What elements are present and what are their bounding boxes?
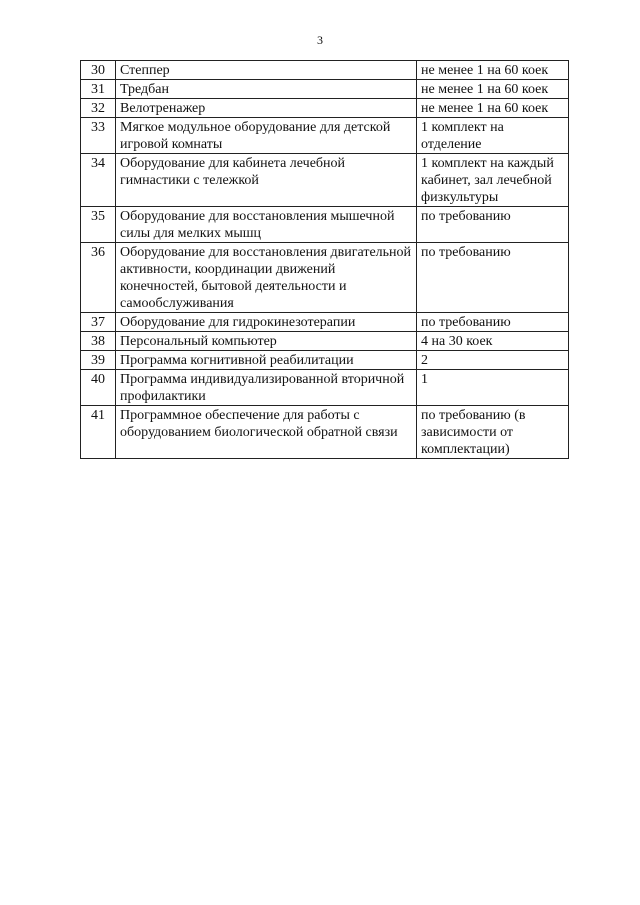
equipment-name: Оборудование для восстановления мышечной силы для мелких мышц — [116, 207, 417, 243]
table-row — [81, 154, 569, 207]
equipment-quantity: не менее 1 на 60 коек — [417, 80, 569, 99]
equipment-quantity: 1 — [417, 370, 569, 406]
equipment-name: Оборудование для восстановления двигательной активности, координации движений конечностей, бытовой деятельности и самообслуживания — [116, 243, 417, 313]
row-number: 31 — [81, 80, 116, 99]
table-row — [81, 332, 569, 351]
row-number: 40 — [81, 370, 116, 406]
equipment-quantity: не менее 1 на 60 коек — [417, 99, 569, 118]
equipment-quantity: по требованию (в зависимости от комплектации) — [417, 406, 569, 459]
equipment-name: Персональный компьютер — [116, 332, 417, 351]
row-number: 36 — [81, 243, 116, 313]
equipment-quantity: 4 на 30 коек — [417, 332, 569, 351]
row-number: 34 — [81, 154, 116, 207]
table-row — [81, 243, 569, 313]
equipment-name: Оборудование для кабинета лечебной гимнастики с тележкой — [116, 154, 417, 207]
row-number: 35 — [81, 207, 116, 243]
row-number: 39 — [81, 351, 116, 370]
equipment-name: Мягкое модульное оборудование для детской игровой комнаты — [116, 118, 417, 154]
table-row — [81, 118, 569, 154]
row-number: 37 — [81, 313, 116, 332]
equipment-name: Тредбан — [116, 80, 417, 99]
table-row — [81, 406, 569, 459]
equipment-name: Программа когнитивной реабилитации — [116, 351, 417, 370]
equipment-quantity: не менее 1 на 60 коек — [417, 61, 569, 80]
equipment-table — [80, 60, 569, 459]
table-row — [81, 351, 569, 370]
table-row — [81, 80, 569, 99]
equipment-quantity: по требованию — [417, 207, 569, 243]
table-row — [81, 61, 569, 80]
row-number: 32 — [81, 99, 116, 118]
table-row — [81, 99, 569, 118]
row-number: 30 — [81, 61, 116, 80]
equipment-name: Велотренажер — [116, 99, 417, 118]
table-row — [81, 207, 569, 243]
equipment-quantity: по требованию — [417, 243, 569, 313]
equipment-quantity: 1 комплект на отделение — [417, 118, 569, 154]
equipment-quantity: 1 комплект на каждый кабинет, зал лечебной физкультуры — [417, 154, 569, 207]
equipment-name: Программа индивидуализированной вторичной профилактики — [116, 370, 417, 406]
equipment-quantity: 2 — [417, 351, 569, 370]
equipment-name: Оборудование для гидрокинезотерапии — [116, 313, 417, 332]
table-row — [81, 370, 569, 406]
table-row — [81, 313, 569, 332]
page-number: 3 — [317, 33, 323, 47]
equipment-quantity: по требованию — [417, 313, 569, 332]
row-number: 38 — [81, 332, 116, 351]
row-number: 33 — [81, 118, 116, 154]
equipment-name: Программное обеспечение для работы с оборудованием биологической обратной связи — [116, 406, 417, 459]
equipment-name: Степпер — [116, 61, 417, 80]
row-number: 41 — [81, 406, 116, 459]
